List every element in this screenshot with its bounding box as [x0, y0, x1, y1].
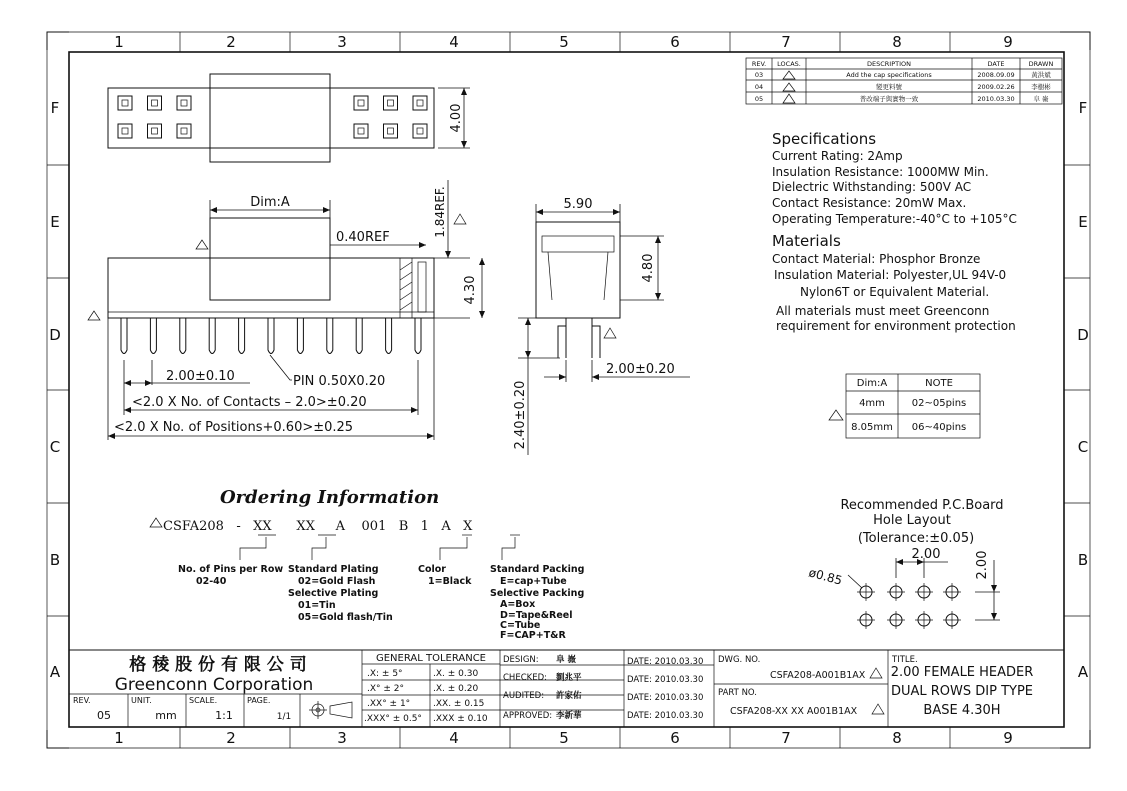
side-view	[513, 197, 690, 455]
revision-cell: 2008.09.09	[977, 71, 1015, 79]
pcb-pitch-y: 2.00	[975, 550, 990, 580]
ordering-code: CSFA208 - XX XX A 001 B 1 A X	[163, 519, 473, 534]
pcb-title: (Tolerance:±0.05)	[857, 531, 975, 546]
ordering-plating-line: 02=Gold Flash	[298, 576, 376, 587]
revision-triangle-icon	[604, 328, 616, 338]
spec-line: Contact Resistance: 20mW Max.	[772, 196, 967, 210]
tolerance-angle: .XX° ± 1°	[367, 699, 411, 709]
col-label: 6	[670, 33, 680, 51]
revision-cell: 變更料號	[876, 83, 902, 91]
front-pin	[356, 318, 362, 354]
company-name-cn: 格 稜 股 份 有 限 公 司	[129, 655, 307, 675]
dim-table-cell: 06~40pins	[911, 422, 967, 433]
col-label: 2	[226, 729, 236, 747]
design-date: DATE: 2010.03.30	[627, 657, 704, 667]
part-number: CSFA208-XX XX A001B1AX	[730, 706, 858, 717]
revision-cell: 李樹彬	[1031, 83, 1051, 91]
revision-triangle-icon	[88, 311, 100, 320]
specifications-title: Specifications	[772, 130, 877, 148]
design-name: 阜 嶶	[556, 655, 576, 665]
row-label: E	[50, 213, 60, 231]
col-label: 4	[449, 729, 459, 747]
revision-triangle-icon	[783, 94, 795, 103]
ordering-packing-line: D=Tape&Reel	[500, 610, 573, 621]
front-view-pins	[121, 318, 421, 354]
ordering-plating-line: Selective Plating	[288, 588, 379, 599]
spec-line: Insulation Resistance: 1000MW Min.	[772, 165, 989, 179]
pcb-title: Recommended P.C.Board	[840, 498, 1004, 513]
ordering-packing-title: Standard Packing	[490, 564, 585, 575]
front-pin	[180, 318, 186, 354]
dim-table-cell: 4mm	[859, 398, 885, 409]
col-label: 5	[559, 729, 569, 747]
revision-triangle-icon	[829, 410, 843, 420]
row-label: B	[1077, 551, 1089, 569]
top-hole	[384, 96, 398, 110]
ordering-packing-line: Selective Packing	[490, 588, 585, 599]
scale-value: 1:1	[215, 709, 233, 722]
revision-cell: 04	[754, 83, 764, 91]
pin-size-label: PIN 0.50X0.20	[293, 374, 386, 389]
col-label: 4	[449, 33, 459, 51]
spec-line: Current Rating: 2Amp	[772, 149, 903, 163]
material-line: Contact Material: Phosphor Bronze	[772, 252, 981, 266]
revision-triangle-icon	[872, 704, 884, 714]
ordering-color-value: 1=Black	[428, 576, 472, 587]
revision-cell: 普改端子與實物一致	[859, 95, 919, 103]
row-label: A	[1077, 663, 1089, 681]
ordering-plating-title: Standard Plating	[288, 564, 379, 575]
rev-value: 05	[97, 709, 111, 722]
front-pin	[150, 318, 156, 354]
ordering-pins-value: 02-40	[196, 576, 227, 587]
front-pin	[386, 318, 392, 354]
ordering-packing-line: E=cap+Tube	[500, 576, 567, 587]
top-hole	[354, 96, 368, 110]
top-hole	[148, 96, 162, 110]
pcb-hole	[915, 583, 933, 601]
dim-height-400: 4.00	[449, 103, 464, 133]
pcb-layout	[807, 498, 1003, 629]
col-label: 8	[892, 729, 902, 747]
col-label: 6	[670, 729, 680, 747]
front-pin	[268, 318, 274, 354]
dim-pitch: 2.00±0.10	[166, 369, 235, 384]
revision-header: DRAWN	[1028, 60, 1054, 68]
dwg-label: DWG. NO.	[718, 655, 761, 665]
dim-height-480: 4.80	[641, 253, 656, 283]
ordering-plating-line: 01=Tin	[298, 600, 336, 611]
tolerance-angle: .XXX° ± 0.5°	[364, 714, 422, 724]
pcb-hole	[943, 611, 961, 629]
revision-header: DESCRIPTION	[867, 60, 911, 68]
ordering-packing-line: A=Box	[500, 599, 536, 610]
page-label: PAGE.	[247, 696, 271, 705]
revision-cell: 2009.02.26	[977, 83, 1015, 91]
ordering-packing-line: F=CAP+T&R	[500, 630, 566, 641]
ordering-title: Ordering Information	[220, 487, 440, 508]
col-label: 1	[114, 729, 124, 747]
company-name-en: Greenconn Corporation	[114, 675, 314, 695]
revision-header: DATE	[987, 60, 1005, 68]
front-pin	[415, 318, 421, 354]
top-view-holes	[118, 96, 427, 138]
col-label: 9	[1003, 33, 1013, 51]
audited-date: DATE: 2010.03.30	[627, 693, 704, 703]
tolerance-linear: .X. ± 0.20	[433, 684, 479, 694]
revision-triangle-icon	[454, 214, 466, 224]
revision-cell: 03	[754, 71, 764, 79]
row-label: F	[1078, 99, 1088, 117]
top-hole	[384, 124, 398, 138]
row-label: D	[1077, 326, 1089, 344]
front-pin	[327, 318, 333, 354]
revision-triangle-icon	[783, 71, 795, 79]
title-line: 2.00 FEMALE HEADER	[890, 665, 1034, 680]
row-label: B	[49, 551, 61, 569]
dim-contacts: <2.0 X No. of Contacts – 2.0>±0.20	[132, 395, 367, 410]
pcb-hole-diameter: ø0.85	[807, 565, 844, 588]
dim-tail-240: 2.40±0.20	[513, 380, 528, 450]
spec-line: Dielectric Withstanding: 500V AC	[772, 180, 972, 194]
pcb-holes	[857, 583, 961, 629]
row-label: F	[50, 99, 60, 117]
col-label: 7	[781, 33, 791, 51]
row-label: D	[49, 326, 61, 344]
part-label: PART NO.	[718, 688, 757, 698]
top-hole	[354, 124, 368, 138]
projection-symbol-icon	[309, 701, 352, 719]
front-pin	[209, 318, 215, 354]
unit-label: UNIT.	[131, 696, 152, 705]
ordering-color-title: Color	[418, 564, 446, 575]
revision-triangle-icon	[196, 240, 208, 249]
dim-a-label: Dim:A	[250, 195, 290, 210]
revision-cell: 阜 嶶	[1033, 95, 1049, 103]
dim-ref-184: 1.84REF.	[433, 186, 447, 238]
material-line: requirement for environment protection	[776, 319, 1016, 333]
approved-role: APPROVED:	[503, 711, 553, 721]
pcb-hole	[943, 583, 961, 601]
ordering-pins-label: No. of Pins per Row	[178, 564, 284, 575]
dim-table-cell: 8.05mm	[851, 422, 893, 433]
pcb-pitch-x: 2.00	[911, 547, 941, 562]
pcb-title: Hole Layout	[873, 513, 951, 528]
row-label: C	[1077, 438, 1089, 456]
front-pin	[121, 318, 127, 354]
revision-triangle-icon	[783, 83, 795, 91]
revision-cell: 2010.03.30	[977, 95, 1015, 103]
revision-header: LOCAS.	[777, 60, 801, 68]
audited-name: 許家佑	[556, 691, 582, 701]
title-line: DUAL ROWS DIP TYPE	[890, 684, 1034, 699]
pcb-hole	[887, 583, 905, 601]
grid-labels	[49, 33, 1089, 747]
top-hole	[148, 124, 162, 138]
dim-a-table	[829, 374, 980, 438]
ordering-packing-line: C=Tube	[500, 620, 541, 631]
material-line: All materials must meet Greenconn	[776, 304, 990, 318]
col-label: 9	[1003, 729, 1013, 747]
title-block	[69, 650, 1064, 727]
revision-table	[746, 58, 1062, 104]
col-label: 2	[226, 33, 236, 51]
checked-role: CHECKED:	[503, 673, 547, 683]
revision-cell: 05	[754, 95, 764, 103]
dim-row-spacing: 2.00±0.20	[606, 362, 675, 377]
front-pin	[239, 318, 245, 354]
front-view	[88, 180, 485, 440]
revision-cell: 黃洪斌	[1031, 71, 1051, 79]
scale-label: SCALE.	[189, 696, 218, 705]
revision-triangle-icon	[870, 668, 882, 678]
checked-name: 劉兆平	[556, 673, 582, 683]
design-role: DESIGN:	[503, 655, 539, 665]
front-pin	[297, 318, 303, 354]
dim-table-header: NOTE	[925, 378, 953, 389]
dim-positions: <2.0 X No. of Positions+0.60>±0.25	[114, 420, 354, 435]
tolerance-title: GENERAL TOLERANCE	[375, 653, 487, 664]
tolerance-linear: .X. ± 0.30	[433, 669, 479, 679]
tolerance-linear: .XXX ± 0.10	[433, 714, 488, 724]
tolerance-angle: .X° ± 2°	[367, 684, 405, 694]
material-line: Nylon6T or Equivalent Material.	[800, 285, 990, 299]
top-hole	[413, 96, 427, 110]
revision-cell: Add the cap specifications	[846, 71, 932, 79]
material-line: Insulation Material: Polyester,UL 94V-0	[774, 268, 1007, 282]
tolerance-linear: .XX. ± 0.15	[433, 699, 485, 709]
top-hole	[177, 124, 191, 138]
top-hole	[118, 124, 132, 138]
dim-table-cell: 02~05pins	[911, 398, 967, 409]
dim-table-header: Dim:A	[856, 378, 888, 389]
ordering-info	[150, 487, 584, 641]
pcb-hole	[857, 611, 875, 629]
col-label: 8	[892, 33, 902, 51]
row-label: C	[49, 438, 61, 456]
audited-role: AUDITED:	[503, 691, 545, 701]
col-label: 7	[781, 729, 791, 747]
approved-date: DATE: 2010.03.30	[627, 711, 704, 721]
page-value: 1/1	[276, 712, 292, 722]
col-label: 3	[337, 729, 347, 747]
unit-value: mm	[155, 709, 177, 722]
pcb-hole	[887, 611, 905, 629]
materials-title: Materials	[772, 232, 841, 250]
specifications-block	[772, 130, 1017, 333]
revision-triangle-icon	[150, 518, 162, 527]
spec-line: Operating Temperature:-40°C to +105°C	[772, 212, 1017, 226]
title-line: BASE 4.30H	[923, 703, 1001, 718]
approved-name: 李新華	[556, 711, 582, 721]
row-label: E	[1078, 213, 1088, 231]
top-view	[108, 74, 470, 162]
dim-width-590: 5.90	[563, 197, 593, 212]
tolerance-angle: .X: ± 5°	[367, 669, 403, 679]
col-label: 5	[559, 33, 569, 51]
revision-header: REV.	[751, 60, 767, 68]
top-hole	[413, 124, 427, 138]
col-label: 3	[337, 33, 347, 51]
col-label: 1	[114, 33, 124, 51]
ordering-plating-line: 05=Gold flash/Tin	[298, 612, 393, 623]
row-label: A	[49, 663, 61, 681]
top-hole	[177, 96, 191, 110]
rev-label: REV.	[73, 696, 91, 705]
pcb-hole	[915, 611, 933, 629]
dwg-number: CSFA208-A001B1AX	[770, 670, 866, 681]
title-label: TITLE.	[892, 655, 918, 665]
dim-ref-040: 0.40REF	[336, 230, 390, 245]
top-hole	[118, 96, 132, 110]
dim-height-430: 4.30	[463, 275, 478, 305]
checked-date: DATE: 2010.03.30	[627, 675, 704, 685]
sheet-frame	[47, 32, 1090, 748]
